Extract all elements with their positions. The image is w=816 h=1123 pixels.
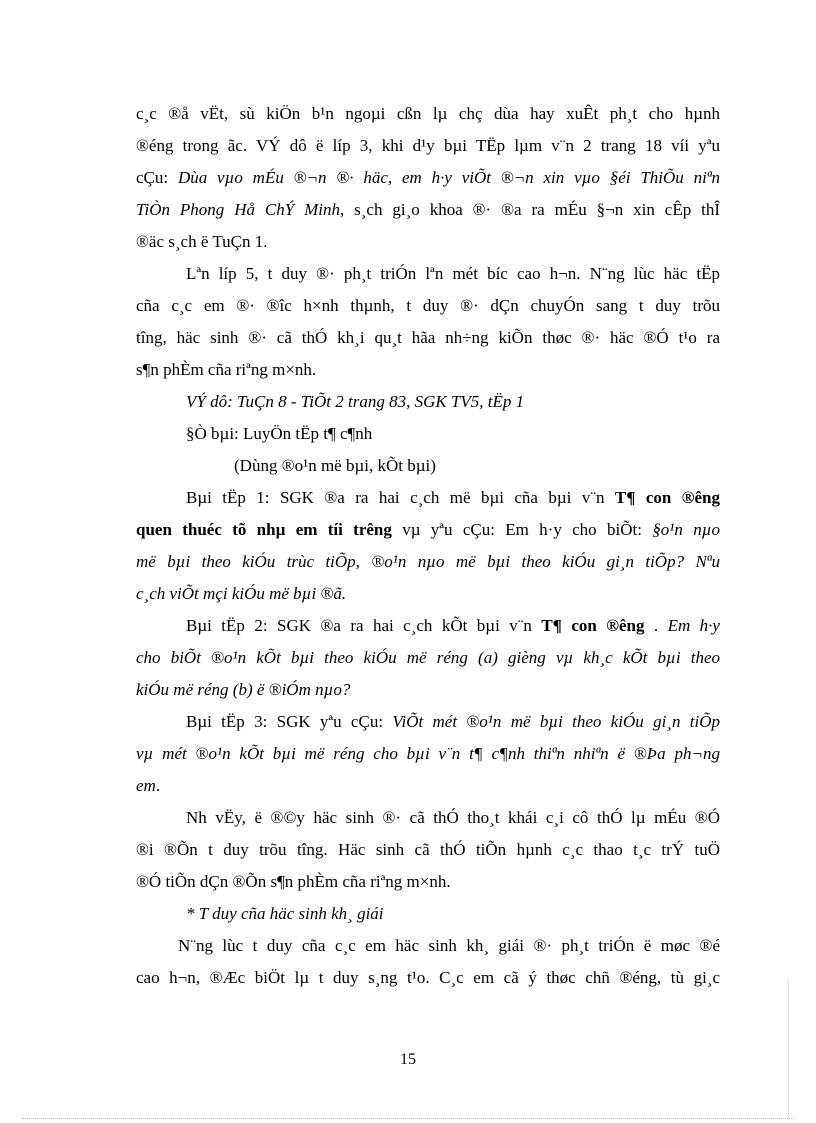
text-line: ®i ®Õn t duy trõu tîng. Häc sinh cã thÓ tiÕn hµnh c¸c thao t¸c trÝ tuÖ <box>136 840 720 859</box>
text-run-bold: quen thuéc tõ nhµ em tíi trêng <box>136 520 392 539</box>
text-run: . <box>644 616 668 635</box>
text-line <box>136 200 720 220</box>
text-run: Bµi tËp 1: SGK ®a ra hai c¸ch më bµi cña bµi v¨n <box>186 488 615 507</box>
text-line-italic: c¸ch viÕt mçi kiÓu më bµi ®ã. <box>136 584 347 603</box>
text-run-italic: TiÒn Phong Hå ChÝ Minh <box>136 200 340 219</box>
text-line: Lªn líp 5, t duy ®· ph¸t triÓn lªn mét bíc cao h¬n. N¨ng lùc häc tËp <box>186 264 720 283</box>
text-line <box>136 520 720 540</box>
text-run-bold: T¶ con ®êng <box>614 488 720 507</box>
text-line-italic: * T duy cña häc sinh kh¸ giái <box>186 904 384 923</box>
text-line: ®Ó tiÕn dÇn ®Õn s¶n phÈm cña riªng m×nh. <box>136 872 451 891</box>
text-run: . <box>155 776 161 795</box>
text-line: (Dùng ®o¹n më bµi, kÕt bµi) <box>234 456 436 475</box>
text-run: vµ yªu cÇu: Em h·y cho biÕt: <box>391 520 653 539</box>
text-line <box>186 616 720 636</box>
page-number: 15 <box>400 1051 416 1068</box>
text-line: cao h¬n, ®Æc biÖt lµ t duy s¸ng t¹o. C¸c em cã ý thøc chñ ®éng, tù gi¸c <box>136 968 720 987</box>
text-line-italic: VÝ dô: TuÇn 8 - TiÕt 2 trang 83, SGK TV5, tËp 1 <box>186 392 525 411</box>
text-line: N¨ng lùc t duy cña c¸c em häc sinh kh¸ giái ®· ph¸t triÓn ë møc ®é <box>178 936 720 955</box>
text-line-italic: më bµi theo kiÓu trùc tiÕp, ®o¹n nµo më bµi theo kiÓu gi¸n tiÕp? Nªu <box>136 552 720 571</box>
text-line <box>136 776 720 796</box>
text-line: cña c¸c em ®· ®îc h×nh thµnh, t duy ®· dÇn chuyÓn sang t duy trõu <box>136 296 720 315</box>
text-run-italic: Dùa vµo mÉu ®¬n ®· häc, em h·y viÕt ®¬n xin vµo §éi ThiÕu niªn <box>177 168 721 187</box>
text-run: , s¸ch gi¸o khoa ®· ®a ra mÉu §¬n xin cÊp thÎ <box>340 200 720 219</box>
text-line <box>186 712 720 732</box>
text-run-italic: Em h·y <box>667 616 720 635</box>
text-line-italic: kiÓu më réng (b) ë ®iÓm nµo? <box>136 680 351 699</box>
text-line: c¸c ®å vËt, sù kiÖn b¹n ngoµi cßn lµ chç dùa hay xuÊt ph¸t cho hµnh <box>136 104 720 123</box>
text-run: Bµi tËp 3: SGK yªu cÇu: <box>186 712 393 731</box>
text-line: §Ò bµi: LuyÖn tËp t¶ c¶nh <box>186 424 373 443</box>
text-run-italic: em <box>136 776 156 795</box>
text-line: Nh vËy, ë ®©y häc sinh ®· cã thÓ tho¸t khái c¸i cô thÓ lµ mÉu ®Ó <box>186 808 720 827</box>
text-run-italic: ViÕt mét ®o¹n më bµi theo kiÓu gi¸n tiÕp <box>392 712 720 731</box>
text-line: s¶n phÈm cña riªng m×nh. <box>136 360 317 379</box>
text-run: cÇu: <box>136 168 178 187</box>
text-line-italic: vµ mét ®o¹n kÕt bµi më réng cho bµi v¨n t¶ c¶nh thiªn nhiªn ë ®Þa ph¬ng <box>136 744 720 763</box>
text-line: tîng, häc sinh ®· cã thÓ kh¸i qu¸t hãa nh÷ng kiÕn thøc ®· häc ®Ó t¹o ra <box>136 328 720 347</box>
text-line <box>136 168 720 188</box>
text-line <box>186 488 720 508</box>
text-line: ®äc s¸ch ë TuÇn 1. <box>136 232 268 251</box>
text-run: Bµi tËp 2: SGK ®a ra hai c¸ch kÕt bµi v¨n <box>186 616 542 635</box>
footer-divider <box>22 1118 794 1119</box>
text-line: ®éng trong ãc. VÝ dô ë líp 3, khi d¹y bµi TËp lµm v¨n 2 trang 18 víi yªu <box>136 136 720 155</box>
margin-divider <box>788 980 789 1120</box>
text-run-italic: §o¹n nµo <box>652 520 720 539</box>
text-run-bold: T¶ con ®êng <box>541 616 645 635</box>
text-line-italic: cho biÕt ®o¹n kÕt bµi theo kiÓu më réng (a) gièng vµ kh¸c kÕt bµi theo <box>136 648 720 667</box>
